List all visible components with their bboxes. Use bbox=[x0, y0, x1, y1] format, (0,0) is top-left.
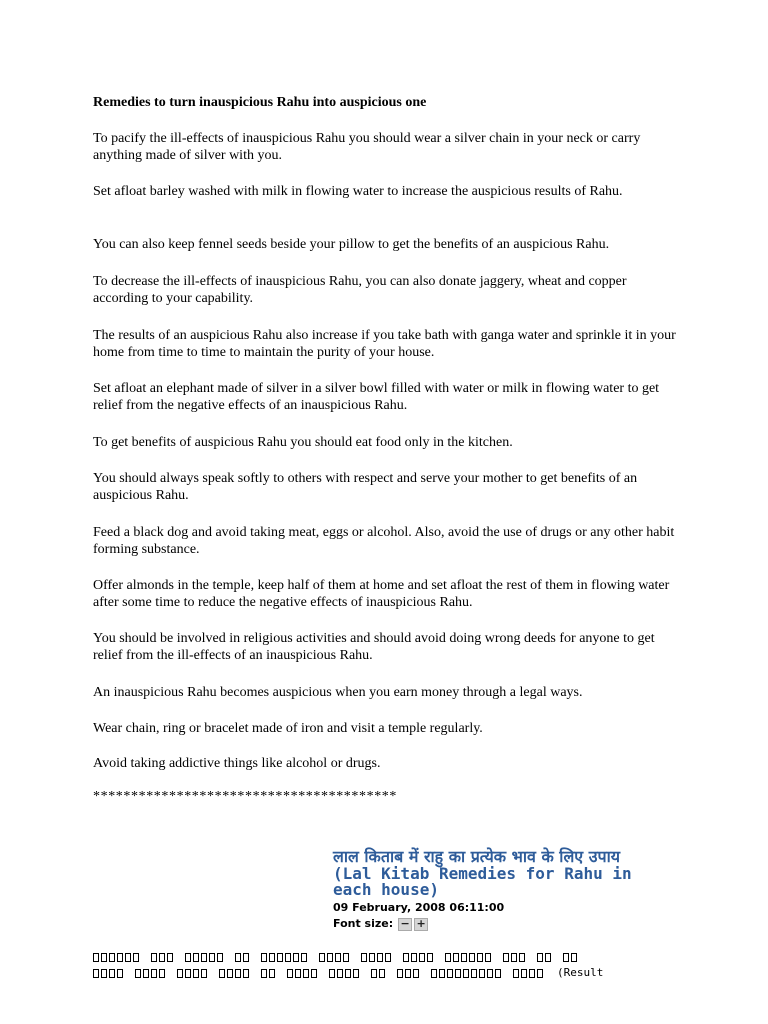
paragraph: The results of an auspicious Rahu also increase if you take bath with ganga water and sprinkle it in your home from time to time to maintain the purity of your house. bbox=[93, 328, 676, 360]
missing-glyphs bbox=[319, 953, 351, 962]
missing-glyphs bbox=[361, 953, 393, 962]
paragraph: You can also keep fennel seeds beside your pillow to get the benefits of an auspicious Rahu. bbox=[93, 237, 610, 252]
paragraph: To decrease the ill-effects of inauspicious Rahu, you can also donate jaggery, wheat and copper according to your capability. bbox=[93, 274, 627, 306]
missing-glyphs bbox=[287, 969, 319, 978]
missing-glyphs bbox=[93, 969, 125, 978]
missing-glyphs bbox=[235, 953, 251, 962]
missing-glyphs bbox=[261, 953, 309, 962]
paragraph: Avoid taking addictive things like alcohol or drugs. bbox=[93, 756, 381, 771]
unrendered-text-line bbox=[93, 966, 603, 980]
missing-glyphs bbox=[177, 969, 209, 978]
paragraph: To get benefits of auspicious Rahu you should eat food only in the kitchen. bbox=[93, 435, 513, 450]
missing-glyphs bbox=[261, 969, 277, 978]
paragraph: Feed a black dog and avoid taking meat, eggs or alcohol. Also, avoid the use of drugs or any other habit forming substance. bbox=[93, 525, 675, 557]
article-date: 09 February, 2008 06:11:00 bbox=[333, 901, 505, 914]
missing-glyphs bbox=[135, 969, 167, 978]
paragraph: Wear chain, ring or bracelet made of iron and visit a temple regularly. bbox=[93, 721, 483, 736]
paragraph: To pacify the ill-effects of inauspicious Rahu you should wear a silver chain in your neck or carry anything made of silver with you. bbox=[93, 131, 641, 163]
font-size-control bbox=[333, 917, 428, 931]
missing-glyphs bbox=[431, 969, 503, 978]
missing-glyphs bbox=[397, 969, 421, 978]
document-heading: Remedies to turn inauspicious Rahu into auspicious one bbox=[93, 95, 427, 110]
paragraph: Set afloat an elephant made of silver in a silver bowl filled with water or milk in flowing water to get relief from the negative effects of an inauspicious Rahu. bbox=[93, 381, 660, 413]
missing-glyphs bbox=[403, 953, 435, 962]
missing-glyphs bbox=[537, 953, 553, 962]
missing-glyphs bbox=[563, 953, 579, 962]
unrendered-text-line bbox=[93, 950, 589, 964]
paragraph: Set afloat barley washed with milk in flowing water to increase the auspicious results of Rahu. bbox=[93, 184, 623, 199]
paragraph: You should be involved in religious activities and should avoid doing wrong deeds for anyone to get relief from the ill-effects of an inauspicious Rahu. bbox=[93, 631, 655, 663]
separator-line: **************************************** bbox=[93, 789, 397, 804]
missing-glyphs bbox=[93, 953, 141, 962]
missing-glyphs bbox=[513, 969, 545, 978]
trailing-text: (Result bbox=[557, 966, 604, 979]
missing-glyphs bbox=[445, 953, 493, 962]
missing-glyphs bbox=[329, 969, 361, 978]
paragraph: You should always speak softly to others with respect and serve your mother to get benefits of an auspicious Rahu. bbox=[93, 471, 638, 503]
article-title-hindi: लाल किताब में राहु का प्रत्येक भाव के लिए उपाय bbox=[333, 847, 620, 866]
article-title-english: (Lal Kitab Remedies for Rahu in each house) bbox=[333, 864, 632, 899]
paragraph: Offer almonds in the temple, keep half of them at home and set afloat the rest of them in flowing water after some time to reduce the negative effects of inauspicious Rahu. bbox=[93, 578, 670, 610]
missing-glyphs bbox=[185, 953, 225, 962]
missing-glyphs bbox=[219, 969, 251, 978]
font-size-label: Font size: bbox=[333, 917, 394, 930]
missing-glyphs bbox=[371, 969, 387, 978]
paragraph: An inauspicious Rahu becomes auspicious when you earn money through a legal ways. bbox=[93, 685, 583, 700]
missing-glyphs bbox=[503, 953, 527, 962]
missing-glyphs bbox=[151, 953, 175, 962]
font-decrease-button[interactable]: − bbox=[398, 918, 412, 931]
font-increase-button[interactable]: + bbox=[414, 918, 428, 931]
